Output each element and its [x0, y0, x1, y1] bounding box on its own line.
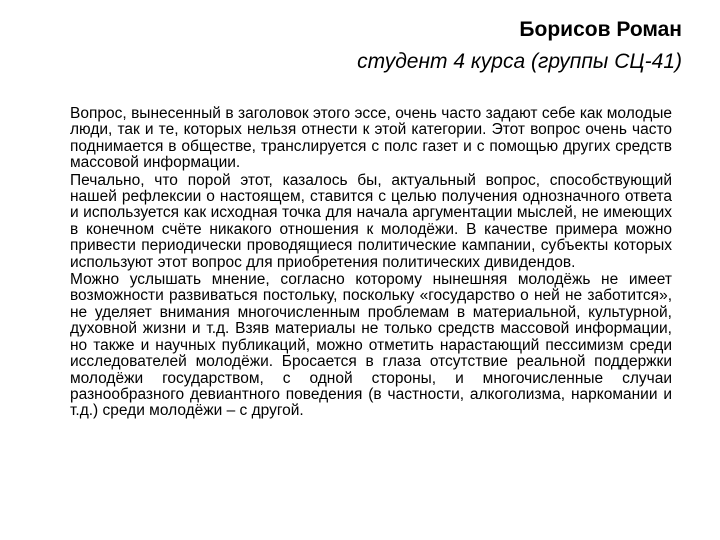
- essay-paragraph-3: Можно услышать мнение, согласно которому нынешняя молодёжь не имеет возможности развиваться постольку, поскольку «государство о ней не заботится», не уделяет внимания многочисленным проблемам в материальной, культурной, духовной жизни и т.д. Взяв материалы не только средств массовой информации, но также и научных публикаций, можно отметить нарастающий пессимизм среди исследователей молодёжи. Бросается в глаза отсутствие реальной поддержки молодёжи государством, с одной стороны, и многочисленные случаи разнообразного девиантного поведения (в частности, алкоголизма, наркомании и т.д.) среди молодёжи – с другой.: [70, 271, 672, 420]
- essay-body: [70, 106, 672, 421]
- essay-paragraph-2: Печально, что порой этот, казалось бы, актуальный вопрос, способствующий нашей рефлексии о настоящем, ставится с целью получения однозначного ответа и используется как исходная точка для начала аргументации мыслей, не имеющих в конечном счёте никакого отношения к молодёжи. В качестве примера можно привести периодически проводящиеся политические кампании, субъекты которых используют этот вопрос для приобретения политических дивидендов.: [70, 171, 672, 271]
- author-name: [519, 16, 682, 44]
- essay-paragraph-1: Вопрос, вынесенный в заголовок этого эссе, очень часто задают себе как молодые люди, так и те, которых нельзя отнести к этой категории. Этот вопрос очень часто поднимается в обществе, транслируется с полс газет и с помощью других средств массовой информации.: [70, 105, 672, 172]
- author-name-text: Борисов Роман: [519, 18, 682, 41]
- author-subtitle: студент 4 курса (группы СЦ-41): [357, 50, 682, 73]
